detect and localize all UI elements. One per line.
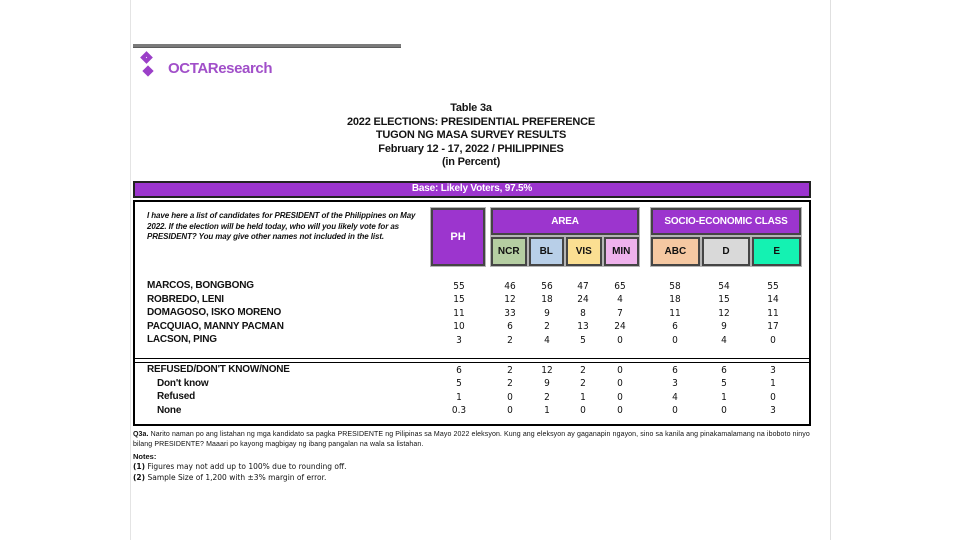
- cell-value: 9: [721, 321, 727, 332]
- note-1-num: (1): [133, 462, 146, 472]
- cell-value: 54: [718, 280, 730, 292]
- title-line-date: February 12 - 17, 2022 / PHILIPPINES: [378, 142, 564, 155]
- diamond-bottom: [142, 65, 153, 76]
- sec-group-header: SOCIO-ECONOMIC CLASS: [651, 208, 801, 235]
- note-1-text: Figures may not add up to 100% due to rounding off.: [145, 462, 347, 472]
- cell-value: 17: [767, 321, 779, 332]
- cell-value: 58: [669, 280, 681, 292]
- cell-value: 3: [770, 405, 776, 416]
- cell-value: 0: [617, 334, 623, 346]
- cell-value: 4: [672, 391, 678, 403]
- cell-value: 8: [580, 307, 586, 319]
- cell-value: 12: [718, 307, 730, 319]
- cell-value: 33: [504, 307, 516, 319]
- note-1: [133, 462, 733, 472]
- table-row: [135, 364, 809, 378]
- cell-value: 18: [669, 294, 681, 305]
- cell-value: 55: [767, 280, 779, 292]
- cell-value: 5: [456, 378, 462, 389]
- column-header-d: D: [702, 237, 751, 266]
- logo-text: OCTAResearch: [168, 60, 273, 77]
- footnote-q3a: [133, 430, 811, 450]
- row-label: Don't know: [157, 377, 209, 389]
- cell-value: 11: [669, 307, 681, 319]
- double-line-divider: [135, 358, 809, 363]
- cell-value: 4: [544, 334, 550, 346]
- cell-value: 4: [721, 334, 727, 346]
- cell-value: 0: [580, 405, 586, 416]
- cell-value: 14: [767, 294, 779, 305]
- notes-block: [133, 452, 733, 483]
- survey-question: I have here a list of candidates for PRESIDENT of the Philippines on May 2022. If the election will be held today, who will you likely vote for as PRESIDENT? You may give other names not included in the list.: [147, 211, 416, 242]
- cell-value: 10: [453, 321, 465, 332]
- title-line-elections: 2022 ELECTIONS: PRESIDENTIAL PREFERENCE: [346, 115, 596, 128]
- cell-value: 0: [617, 378, 623, 389]
- cell-value: 5: [580, 334, 586, 346]
- cell-value: 0: [617, 405, 623, 416]
- cell-value: 9: [544, 307, 550, 319]
- row-label: None: [157, 404, 182, 416]
- cell-value: 6: [507, 321, 513, 332]
- cell-value: 3: [672, 378, 678, 389]
- column-header-bl: BL: [529, 237, 565, 266]
- cell-value: 9: [544, 378, 550, 389]
- top-gray-bar: [133, 44, 401, 48]
- cell-value: 7: [617, 307, 623, 319]
- table-row: [135, 321, 809, 335]
- cell-value: 1: [580, 391, 586, 403]
- sec-subcols: [651, 237, 801, 266]
- title-line-unit: (in Percent): [441, 156, 501, 169]
- column-header-e: E: [752, 237, 801, 266]
- slide: [130, 0, 831, 540]
- table-number: Table 3a: [450, 102, 492, 114]
- column-header-min: MIN: [604, 237, 640, 266]
- cell-value: 55: [453, 280, 465, 292]
- base-bar-label: Base: Likely Voters, 97.5%: [411, 183, 533, 194]
- table-row: [135, 405, 809, 419]
- cell-value: 1: [770, 378, 776, 389]
- cell-value: 0: [770, 334, 776, 346]
- cell-value: 24: [614, 321, 626, 332]
- column-header-ph: PH: [431, 208, 485, 266]
- cell-value: 0: [617, 364, 623, 376]
- cell-value: 15: [718, 294, 730, 305]
- cell-value: 2: [544, 321, 550, 332]
- cell-value: 6: [456, 364, 462, 376]
- area-group-header: AREA: [491, 208, 639, 235]
- cell-value: 0: [507, 405, 513, 416]
- candidate-rows: [135, 280, 809, 348]
- refused-rows: [135, 364, 809, 418]
- octa-logo: [137, 50, 377, 92]
- note-2-num: (2): [133, 472, 146, 482]
- column-header-ncr: NCR: [491, 237, 527, 266]
- cell-value: 0: [672, 405, 678, 416]
- cell-value: 5: [721, 378, 727, 389]
- cell-value: 0: [617, 391, 623, 403]
- column-header-abc: ABC: [651, 237, 700, 266]
- cell-value: 6: [672, 321, 678, 332]
- table-row: [135, 294, 809, 308]
- cell-value: 0.3: [451, 405, 467, 416]
- cell-value: 46: [504, 280, 516, 292]
- table-row: [135, 378, 809, 392]
- table-row: [135, 280, 809, 294]
- cell-value: 2: [507, 334, 513, 346]
- area-subcols: [491, 237, 639, 266]
- octa-diamond-icon: [137, 50, 171, 92]
- cell-value: 2: [580, 364, 586, 376]
- table-row: [135, 391, 809, 405]
- cell-value: 2: [507, 378, 513, 389]
- cell-value: 6: [721, 364, 727, 376]
- cell-value: 2: [580, 378, 586, 389]
- table-row: [135, 334, 809, 348]
- cell-value: 11: [453, 307, 465, 319]
- note-2-text: Sample Size of 1,200 with ±3% margin of error.: [145, 472, 327, 482]
- cell-value: 1: [721, 391, 727, 403]
- cell-value: 0: [672, 334, 678, 346]
- cell-value: 3: [770, 364, 776, 376]
- cell-value: 0: [507, 391, 513, 403]
- cell-value: 13: [577, 321, 589, 332]
- survey-table: [133, 200, 811, 426]
- sec-column-group: [651, 208, 801, 266]
- cell-value: 65: [614, 280, 626, 292]
- base-bar: [133, 181, 811, 198]
- row-label: MARCOS, BONGBONG: [147, 280, 254, 291]
- cell-value: 18: [541, 294, 553, 305]
- notes-label: Notes:: [133, 452, 157, 461]
- q3a-text: Narito naman po ang listahan ng mga kandidato sa pagka PRESIDENTE ng Pilipinas sa Mayo 2022 eleksyon. Kung ang eleksyon ay gaganapin ngayon, sino sa kanila ang pinakamalamang na iboboto ninyo bilang PRESIDENTE? Maaari po kayong magbigay ng ibang pangalan na wala sa listahan.: [133, 431, 810, 448]
- row-label: ROBREDO, LENI: [147, 293, 224, 305]
- cell-value: 2: [507, 364, 513, 376]
- title-block: [131, 102, 811, 170]
- diamond-top: [140, 51, 153, 64]
- row-label: LACSON, PING: [147, 334, 217, 345]
- cell-value: 0: [770, 391, 776, 403]
- area-column-group: [491, 208, 639, 266]
- cell-value: 12: [504, 294, 516, 305]
- cell-value: 15: [453, 294, 465, 305]
- row-label: Refused: [157, 391, 196, 402]
- row-label: REFUSED/DON'T KNOW/NONE: [147, 364, 290, 375]
- cell-value: 1: [544, 405, 550, 416]
- cell-value: 6: [672, 364, 678, 376]
- row-label: DOMAGOSO, ISKO MORENO: [147, 307, 282, 318]
- cell-value: 56: [541, 280, 553, 292]
- cell-value: 24: [577, 294, 589, 305]
- cell-value: 1: [456, 391, 462, 403]
- cell-value: 2: [544, 391, 550, 403]
- q3a-label: Q3a.: [133, 431, 149, 438]
- title-line-survey: TUGON NG MASA SURVEY RESULTS: [375, 129, 567, 142]
- table-row: [135, 307, 809, 321]
- cell-value: 12: [541, 364, 553, 376]
- cell-value: 47: [577, 280, 589, 292]
- note-2: [133, 473, 733, 483]
- cell-value: 11: [767, 307, 779, 319]
- cell-value: 4: [617, 294, 623, 305]
- row-label: PACQUIAO, MANNY PACMAN: [147, 320, 284, 332]
- cell-value: 0: [721, 405, 727, 416]
- cell-value: 3: [456, 334, 462, 346]
- column-header-vis: VIS: [566, 237, 602, 266]
